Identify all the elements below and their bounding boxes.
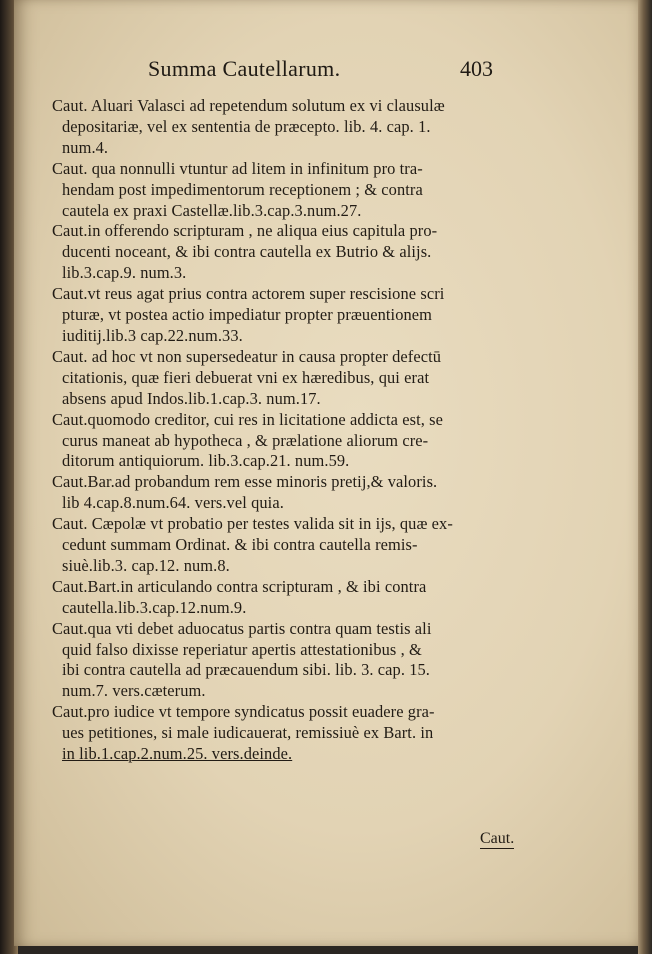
entry-continuation-line: cautella.lib.3.cap.12.num.9. xyxy=(62,597,247,617)
index-entry xyxy=(52,96,522,159)
page-edge xyxy=(638,0,652,954)
index-entry xyxy=(52,221,522,284)
entry-first-line: Caut.qua vti debet aduocatus partis contra quam testis ali xyxy=(52,618,432,638)
entry-continuation-line: num.7. vers.cæterum. xyxy=(62,681,206,701)
entry-first-line: Caut.quomodo creditor, cui res in licitatione addicta est, se xyxy=(52,409,443,429)
entry-continuation-line: ues petitiones, si male iudicauerat, remissiuè ex Bart. in xyxy=(62,723,434,743)
entry-continuation-line: num.4. xyxy=(62,137,109,157)
running-head: Summa Cautellarum. xyxy=(148,56,341,81)
index-entries xyxy=(52,96,522,765)
entry-continuation-line: iuditij.lib.3 cap.22.num.33. xyxy=(62,325,243,345)
entry-continuation-line: quid falso dixisse reperiatur apertis attestationibus , & xyxy=(62,639,422,659)
entry-continuation-line: lib.3.cap.9. num.3. xyxy=(62,263,187,283)
entry-continuation-line: curus maneat ab hypotheca , & prælatione aliorum cre- xyxy=(62,430,429,450)
index-entry xyxy=(52,284,522,347)
entry-first-line: Caut.vt reus agat prius contra actorem super rescisione scri xyxy=(52,284,445,304)
entry-continuation-line: ibi contra cautella ad præcauendum sibi. lib. 3. cap. 15. xyxy=(62,660,431,680)
entry-continuation-line: absens apud Indos.lib.1.cap.3. num.17. xyxy=(62,388,321,408)
book-page xyxy=(14,0,640,946)
page-number: 403 xyxy=(460,56,493,81)
entry-continuation-line: depositariæ, vel ex sententia de præcepto. lib. 4. cap. 1. xyxy=(62,116,431,136)
entry-first-line: Caut.Bar.ad probandum rem esse minoris pretij,& valoris. xyxy=(52,472,438,492)
entry-continuation-line: ditorum antiquiorum. lib.3.cap.21. num.59. xyxy=(62,451,350,471)
index-entry xyxy=(52,410,522,473)
index-entry xyxy=(52,347,522,410)
index-entry xyxy=(52,472,522,514)
index-entry xyxy=(52,619,522,703)
index-entry xyxy=(52,159,522,222)
entry-first-line: Caut.in offerendo scripturam , ne aliqua eius capitula pro- xyxy=(52,221,438,241)
index-entry xyxy=(52,514,522,577)
entry-continuation-line: in lib.1.cap.2.num.25. vers.deinde. xyxy=(62,744,293,764)
entry-continuation-line: cautela ex praxi Castellæ.lib.3.cap.3.num.27. xyxy=(62,200,362,220)
index-entry xyxy=(52,702,522,765)
index-entry xyxy=(52,577,522,619)
entry-continuation-line: pturæ, vt postea actio impediatur propter præuentionem xyxy=(62,305,433,325)
entry-first-line: Caut. Aluari Valasci ad repetendum solutum ex vi clausulæ xyxy=(52,96,445,115)
catchword: Caut. xyxy=(480,830,515,847)
entry-first-line: Caut. Cæpolæ vt probatio per testes valida sit in ijs, quæ ex- xyxy=(52,514,453,534)
entry-continuation-line: hendam post impedimentorum receptionem ; & contra xyxy=(62,179,423,199)
entry-continuation-line: citationis, quæ fieri debuerat vni ex hæredibus, qui erat xyxy=(62,367,430,387)
entry-continuation-line: lib 4.cap.8.num.64. vers.vel quia. xyxy=(62,493,284,513)
entry-continuation-line: siuè.lib.3. cap.12. num.8. xyxy=(62,555,230,575)
entry-first-line: Caut. qua nonnulli vtuntur ad litem in infinitum pro tra- xyxy=(52,158,423,178)
entry-continuation-line: ducenti noceant, & ibi contra cautella ex Butrio & alijs. xyxy=(62,242,432,262)
entry-continuation-line: cedunt summam Ordinat. & ibi contra cautella remis- xyxy=(62,535,418,555)
entry-first-line: Caut.pro iudice vt tempore syndicatus possit euadere gra- xyxy=(52,702,435,722)
entry-first-line: Caut. ad hoc vt non supersedeatur in causa propter defectū xyxy=(52,346,442,366)
entry-first-line: Caut.Bart.in articulando contra scripturam , & ibi contra xyxy=(52,576,427,596)
